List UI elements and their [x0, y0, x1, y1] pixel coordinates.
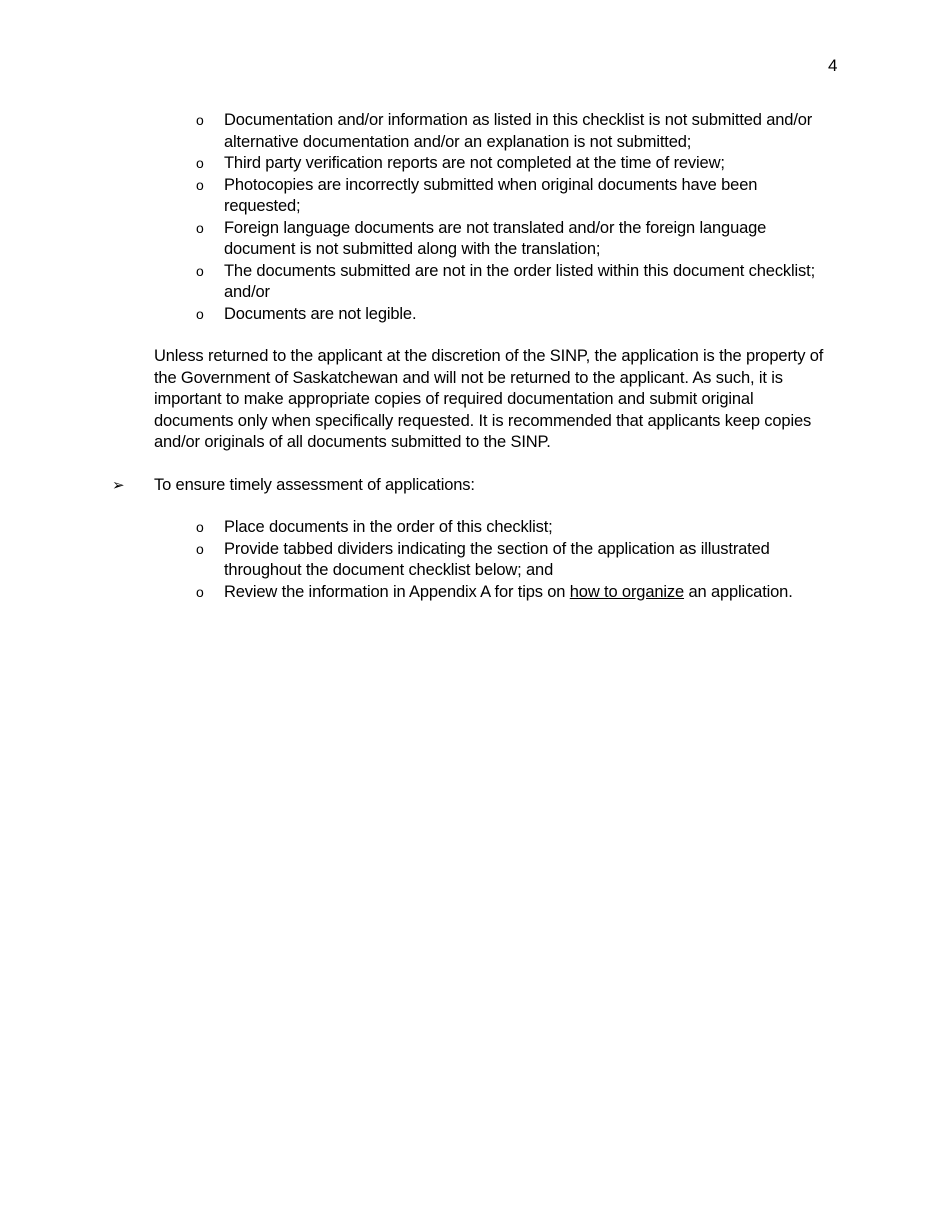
- circle-bullet-icon: o: [196, 219, 204, 236]
- list-item-text: Provide tabbed dividers indicating the section of the application as illustrated throughout the document checklist below; and: [224, 539, 770, 579]
- list-item-text: Photocopies are incorrectly submitted when original documents have been requested;: [224, 175, 758, 215]
- page-number: 4: [828, 56, 838, 75]
- first-sub-list: [0, 110, 950, 325]
- main-point-text: To ensure timely assessment of applications:: [154, 475, 475, 494]
- appendix-text-after-link: an application.: [684, 582, 793, 601]
- list-item-text: [224, 582, 820, 604]
- circle-bullet-icon: o: [196, 519, 204, 535]
- list-item-text: Documentation and/or information as listed in this checklist is not submitted and/or alternative documentation and/or an explanation is not submitted;: [224, 111, 813, 151]
- circle-bullet-icon: o: [196, 112, 204, 128]
- circle-bullet-icon: o: [196, 583, 204, 600]
- ownership-paragraph: Unless returned to the applicant at the discretion of the SINP, the application is the property of the Government of Saskatchewan and will not be returned to the applicant. As such, it is important to make appropriate copies of required documentation and submit original documents only when specifically requested. It is recommended that applicants keep copies and/or originals of all documents submitted to the SINP.: [154, 347, 824, 451]
- arrow-bullet-icon: ➢: [112, 476, 125, 494]
- main-point: [0, 475, 950, 497]
- list-item: [0, 153, 820, 175]
- circle-bullet-icon: o: [196, 305, 204, 322]
- how-to-organize-link[interactable]: how to organize: [569, 582, 685, 601]
- list-item-text: Place documents in the order of this checklist;: [224, 518, 553, 536]
- list-item: [0, 582, 820, 604]
- circle-bullet-icon: o: [196, 540, 204, 557]
- second-sub-list: [0, 517, 950, 603]
- circle-bullet-icon: o: [196, 176, 204, 193]
- list-item: [0, 110, 820, 153]
- list-item-text: Foreign language documents are not translated and/or the foreign language document is not submitted along with the translation;: [224, 218, 767, 258]
- list-item: [0, 539, 820, 582]
- list-item: [0, 261, 820, 304]
- circle-bullet-icon: o: [196, 155, 204, 171]
- list-item-text: Documents are not legible.: [224, 304, 417, 323]
- document-body: [0, 110, 950, 603]
- list-item-text: Third party verification reports are not completed at the time of review;: [224, 154, 725, 172]
- list-item: [0, 517, 820, 539]
- list-item-text: The documents submitted are not in the order listed within this document checklist; and/or: [224, 261, 816, 301]
- list-item: [0, 304, 820, 326]
- circle-bullet-icon: o: [196, 262, 204, 279]
- list-item: [0, 218, 820, 261]
- list-item: [0, 175, 820, 218]
- appendix-text-before-link: Review the information in Appendix A for tips on: [224, 582, 570, 601]
